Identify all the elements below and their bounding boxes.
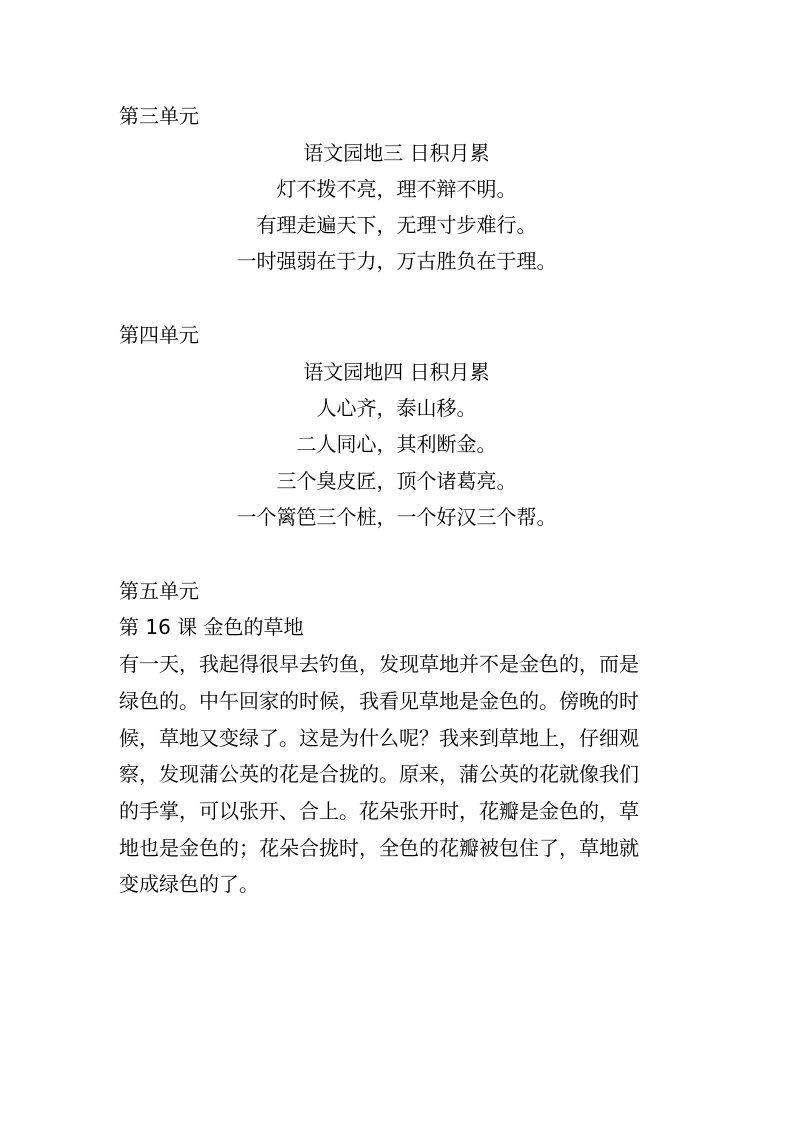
unit3-line: 一时强弱在于力，万古胜负在于理。 [236, 249, 557, 273]
unit4-title: 语文园地四 日积月累 [303, 360, 490, 384]
unit4-line: 人心齐，泰山移。 [316, 396, 477, 420]
unit4-heading: 第四单元 [119, 323, 199, 347]
paragraph-line: 察，发现蒲公英的花是合拢的。原来，蒲公英的花就像我们 [119, 762, 639, 786]
paragraph-line: 候，草地又变绿了。这是为什么呢？我来到草地上，仔细观 [119, 726, 639, 750]
unit4-line: 一个篱笆三个桩，一个好汉三个帮。 [236, 505, 557, 529]
unit4-line: 二人同心，其利断金。 [296, 432, 497, 456]
unit3-heading: 第三单元 [119, 104, 199, 128]
unit3-line: 灯不拨不亮，理不辩不明。 [276, 177, 517, 201]
paragraph-line: 变成绿色的了。 [119, 872, 259, 896]
paragraph-line: 地也是金色的；花朵合拢时，全色的花瓣被包住了，草地就 [119, 836, 639, 860]
unit3-title: 语文园地三 日积月累 [303, 141, 490, 165]
unit3-line: 有理走遍天下，无理寸步难行。 [256, 213, 537, 237]
paragraph-line: 的手掌，可以张开、合上。花朵张开时，花瓣是金色的，草 [119, 799, 639, 823]
unit4-line: 三个臭皮匠，顶个诸葛亮。 [276, 469, 517, 493]
lesson-title: 第 16 课 金色的草地 [119, 615, 304, 639]
paragraph-line: 绿色的。中午回家的时候，我看见草地是金色的。傍晚的时 [119, 689, 639, 713]
paragraph-line: 有一天，我起得很早去钓鱼，发现草地并不是金色的，而是 [119, 652, 639, 676]
unit5-heading: 第五单元 [119, 579, 199, 603]
